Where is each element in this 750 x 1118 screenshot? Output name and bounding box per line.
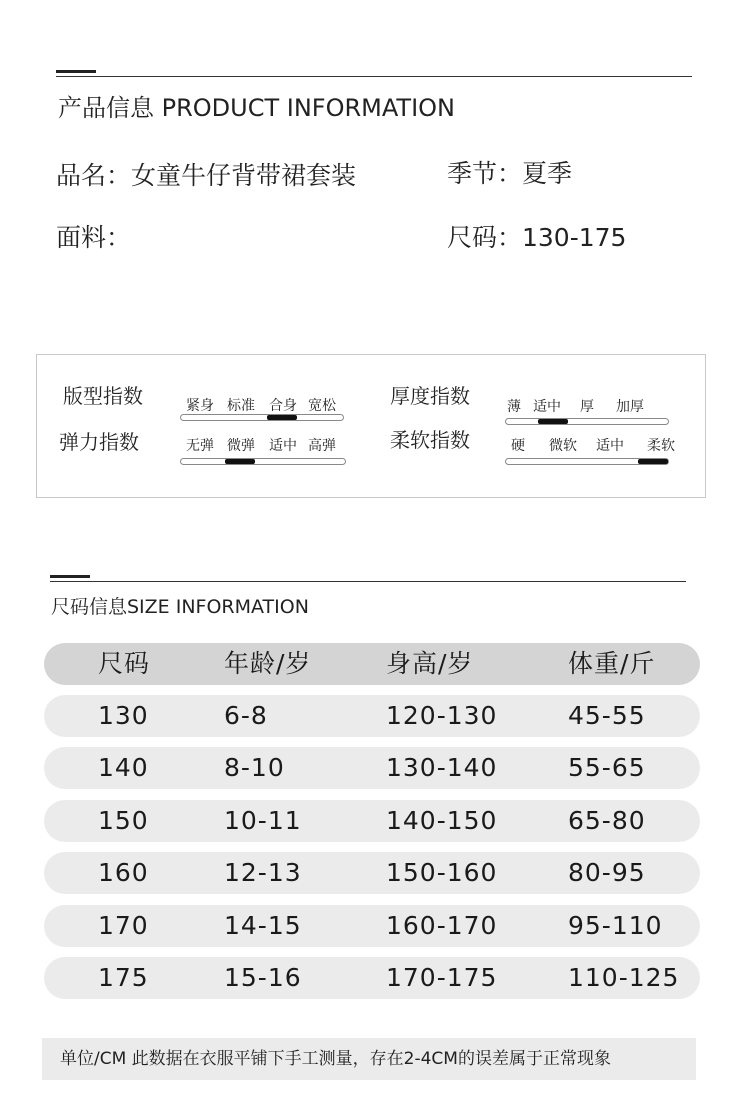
product-section-rule — [56, 76, 692, 77]
thickness-option-label: 薄 — [507, 399, 521, 415]
softness-option-label: 柔软 — [647, 438, 675, 454]
thickness-option-label: 厚 — [580, 399, 594, 415]
age-cell: 15-16 — [224, 963, 302, 992]
column-header-weight: 体重/斤 — [568, 649, 656, 678]
elasticity-option-label: 高弹 — [308, 438, 336, 454]
elasticity-index-title: 弹力指数 — [59, 430, 139, 454]
product-season: 季节：夏季 — [447, 159, 573, 188]
table-row — [44, 852, 700, 894]
size-section-rule — [50, 581, 686, 582]
height-cell: 130-140 — [386, 753, 498, 782]
weight-cell: 110-125 — [568, 963, 680, 992]
table-row — [44, 695, 700, 737]
height-cell: 150-160 — [386, 858, 498, 887]
height-cell: 120-130 — [386, 701, 498, 730]
age-cell: 12-13 — [224, 858, 302, 887]
age-cell: 10-11 — [224, 806, 302, 835]
softness-index-marker — [638, 459, 668, 464]
weight-cell: 80-95 — [568, 858, 646, 887]
weight-cell: 65-80 — [568, 806, 646, 835]
product-section-title: 产品信息 PRODUCT INFORMATION — [58, 94, 456, 122]
weight-cell: 95-110 — [568, 911, 663, 940]
table-row — [44, 905, 700, 947]
height-cell: 160-170 — [386, 911, 498, 940]
product-size-range: 尺码：130-175 — [447, 223, 627, 252]
softness-option-label: 硬 — [511, 438, 525, 454]
thickness-index-marker — [538, 419, 568, 424]
size-cell: 150 — [98, 806, 149, 835]
measurement-note: 单位/CM 此数据在衣服平铺下手工测量，存在2-4CM的误差属于正常现象 — [60, 1049, 611, 1069]
elasticity-option-label: 适中 — [269, 438, 297, 454]
elasticity-index-track — [180, 458, 346, 465]
size-table-header — [44, 643, 700, 685]
fit-index-track — [180, 414, 344, 421]
size-cell: 170 — [98, 911, 149, 940]
product-fabric: 面料： — [56, 223, 132, 252]
thickness-option-label: 加厚 — [616, 399, 644, 415]
softness-option-label: 适中 — [596, 438, 624, 454]
height-cell: 140-150 — [386, 806, 498, 835]
age-cell: 8-10 — [224, 753, 285, 782]
table-row — [44, 800, 700, 842]
size-section-accent-rule — [50, 575, 90, 578]
measurement-note-bar — [42, 1038, 696, 1080]
softness-option-label: 微软 — [549, 438, 577, 454]
age-cell: 14-15 — [224, 911, 302, 940]
product-name: 品名：女童牛仔背带裙套装 — [56, 161, 357, 190]
size-cell: 130 — [98, 701, 149, 730]
column-header-height: 身高/岁 — [386, 649, 474, 678]
size-cell: 175 — [98, 963, 149, 992]
thickness-index-title: 厚度指数 — [390, 384, 470, 408]
age-cell: 6-8 — [224, 701, 268, 730]
product-section-accent-rule — [56, 70, 96, 73]
table-row — [44, 747, 700, 789]
thickness-option-label: 适中 — [533, 399, 561, 415]
table-row — [44, 957, 700, 999]
column-header-size: 尺码 — [98, 649, 151, 678]
weight-cell: 55-65 — [568, 753, 646, 782]
softness-index-track — [505, 458, 669, 465]
fit-option-label: 宽松 — [308, 398, 336, 414]
size-section-title: 尺码信息SIZE INFORMATION — [51, 596, 309, 618]
elasticity-option-label: 无弹 — [186, 438, 214, 454]
elasticity-index-marker — [225, 459, 255, 464]
height-cell: 170-175 — [386, 963, 498, 992]
fit-option-label: 紧身 — [186, 398, 214, 414]
size-cell: 160 — [98, 858, 149, 887]
size-cell: 140 — [98, 753, 149, 782]
softness-index-title: 柔软指数 — [390, 428, 470, 452]
elasticity-option-label: 微弹 — [227, 438, 255, 454]
fit-index-title: 版型指数 — [63, 384, 143, 408]
weight-cell: 45-55 — [568, 701, 646, 730]
column-header-age: 年龄/岁 — [224, 649, 312, 678]
fit-option-label: 合身 — [269, 398, 297, 414]
fit-option-label: 标准 — [227, 398, 255, 414]
thickness-index-track — [505, 418, 669, 425]
fit-index-marker — [267, 415, 297, 420]
